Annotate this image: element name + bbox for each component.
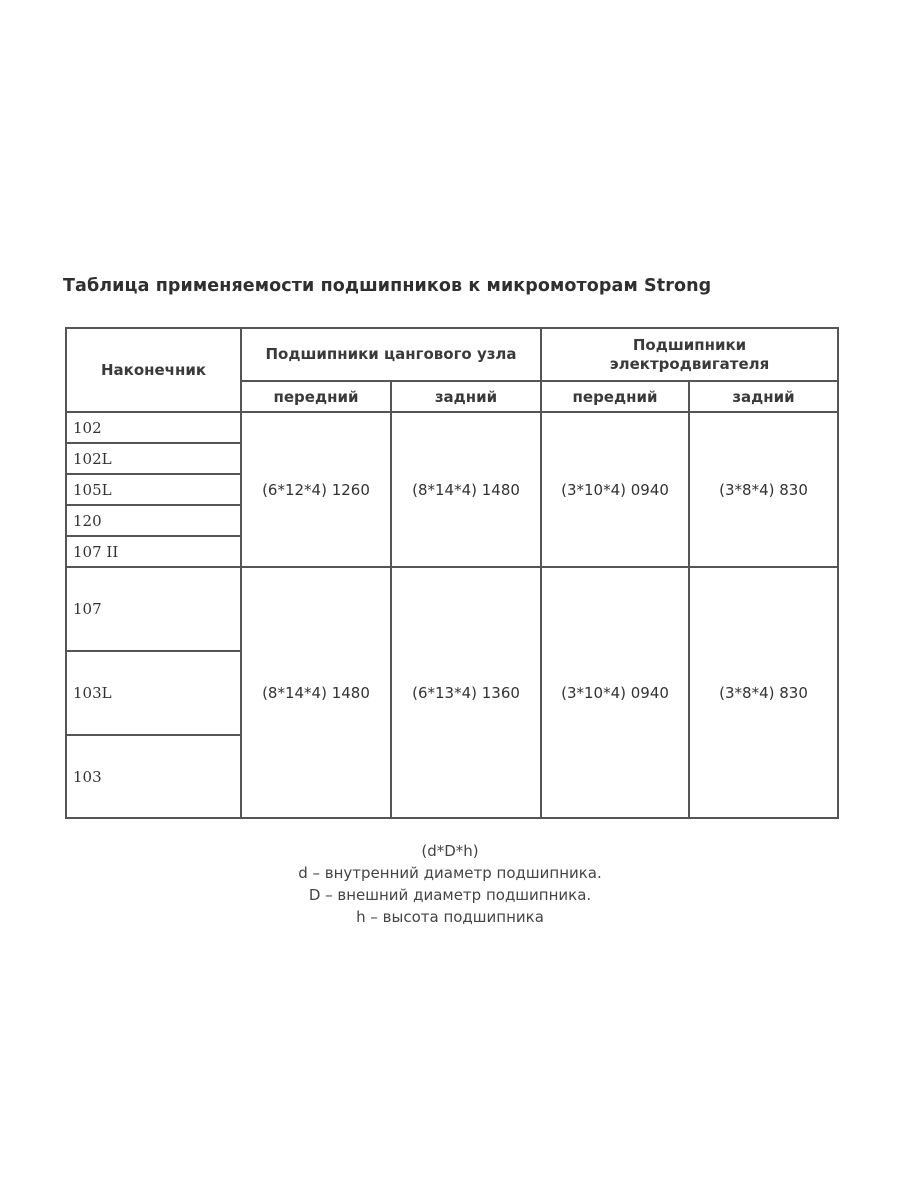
tip-cell: 107 II [66,536,241,567]
group1-collet-rear: (8*14*4) 1480 [391,412,541,567]
bearing-table-container [65,327,837,817]
legend-formula: (d*D*h) [421,842,479,860]
bearing-table [65,327,839,819]
header-collet-group: Подшипники цангового узла [241,328,541,381]
legend [0,840,900,928]
table-row [66,412,838,443]
tip-cell: 107 [66,567,241,651]
group1-motor-front: (3*10*4) 0940 [541,412,689,567]
tip-cell: 105L [66,474,241,505]
group1-collet-front: (6*12*4) 1260 [241,412,391,567]
legend-D: D – внешний диаметр подшипника. [308,886,592,904]
tip-cell: 102 [66,412,241,443]
page-title: Таблица применяемости подшипников к микромоторам Strong [63,276,712,296]
tip-cell: 102L [66,443,241,474]
table-row [66,567,838,651]
tip-cell: 120 [66,505,241,536]
group2-motor-front: (3*10*4) 0940 [541,567,689,818]
header-row-top [66,328,838,381]
tip-cell: 103L [66,651,241,735]
legend-d: d – внутренний диаметр подшипника. [298,864,602,882]
header-motor-front: передний [541,381,689,412]
tip-cell: 103 [66,735,241,818]
header-collet-rear: задний [391,381,541,412]
header-tip: Наконечник [66,328,241,412]
group2-collet-front: (8*14*4) 1480 [241,567,391,818]
group1-motor-rear: (3*8*4) 830 [689,412,838,567]
legend-h: h – высота подшипника [356,908,544,926]
header-motor-group: Подшипники электродвигателя [541,328,838,381]
header-motor-rear: задний [689,381,838,412]
group2-collet-rear: (6*13*4) 1360 [391,567,541,818]
header-collet-front: передний [241,381,391,412]
group2-motor-rear: (3*8*4) 830 [689,567,838,818]
